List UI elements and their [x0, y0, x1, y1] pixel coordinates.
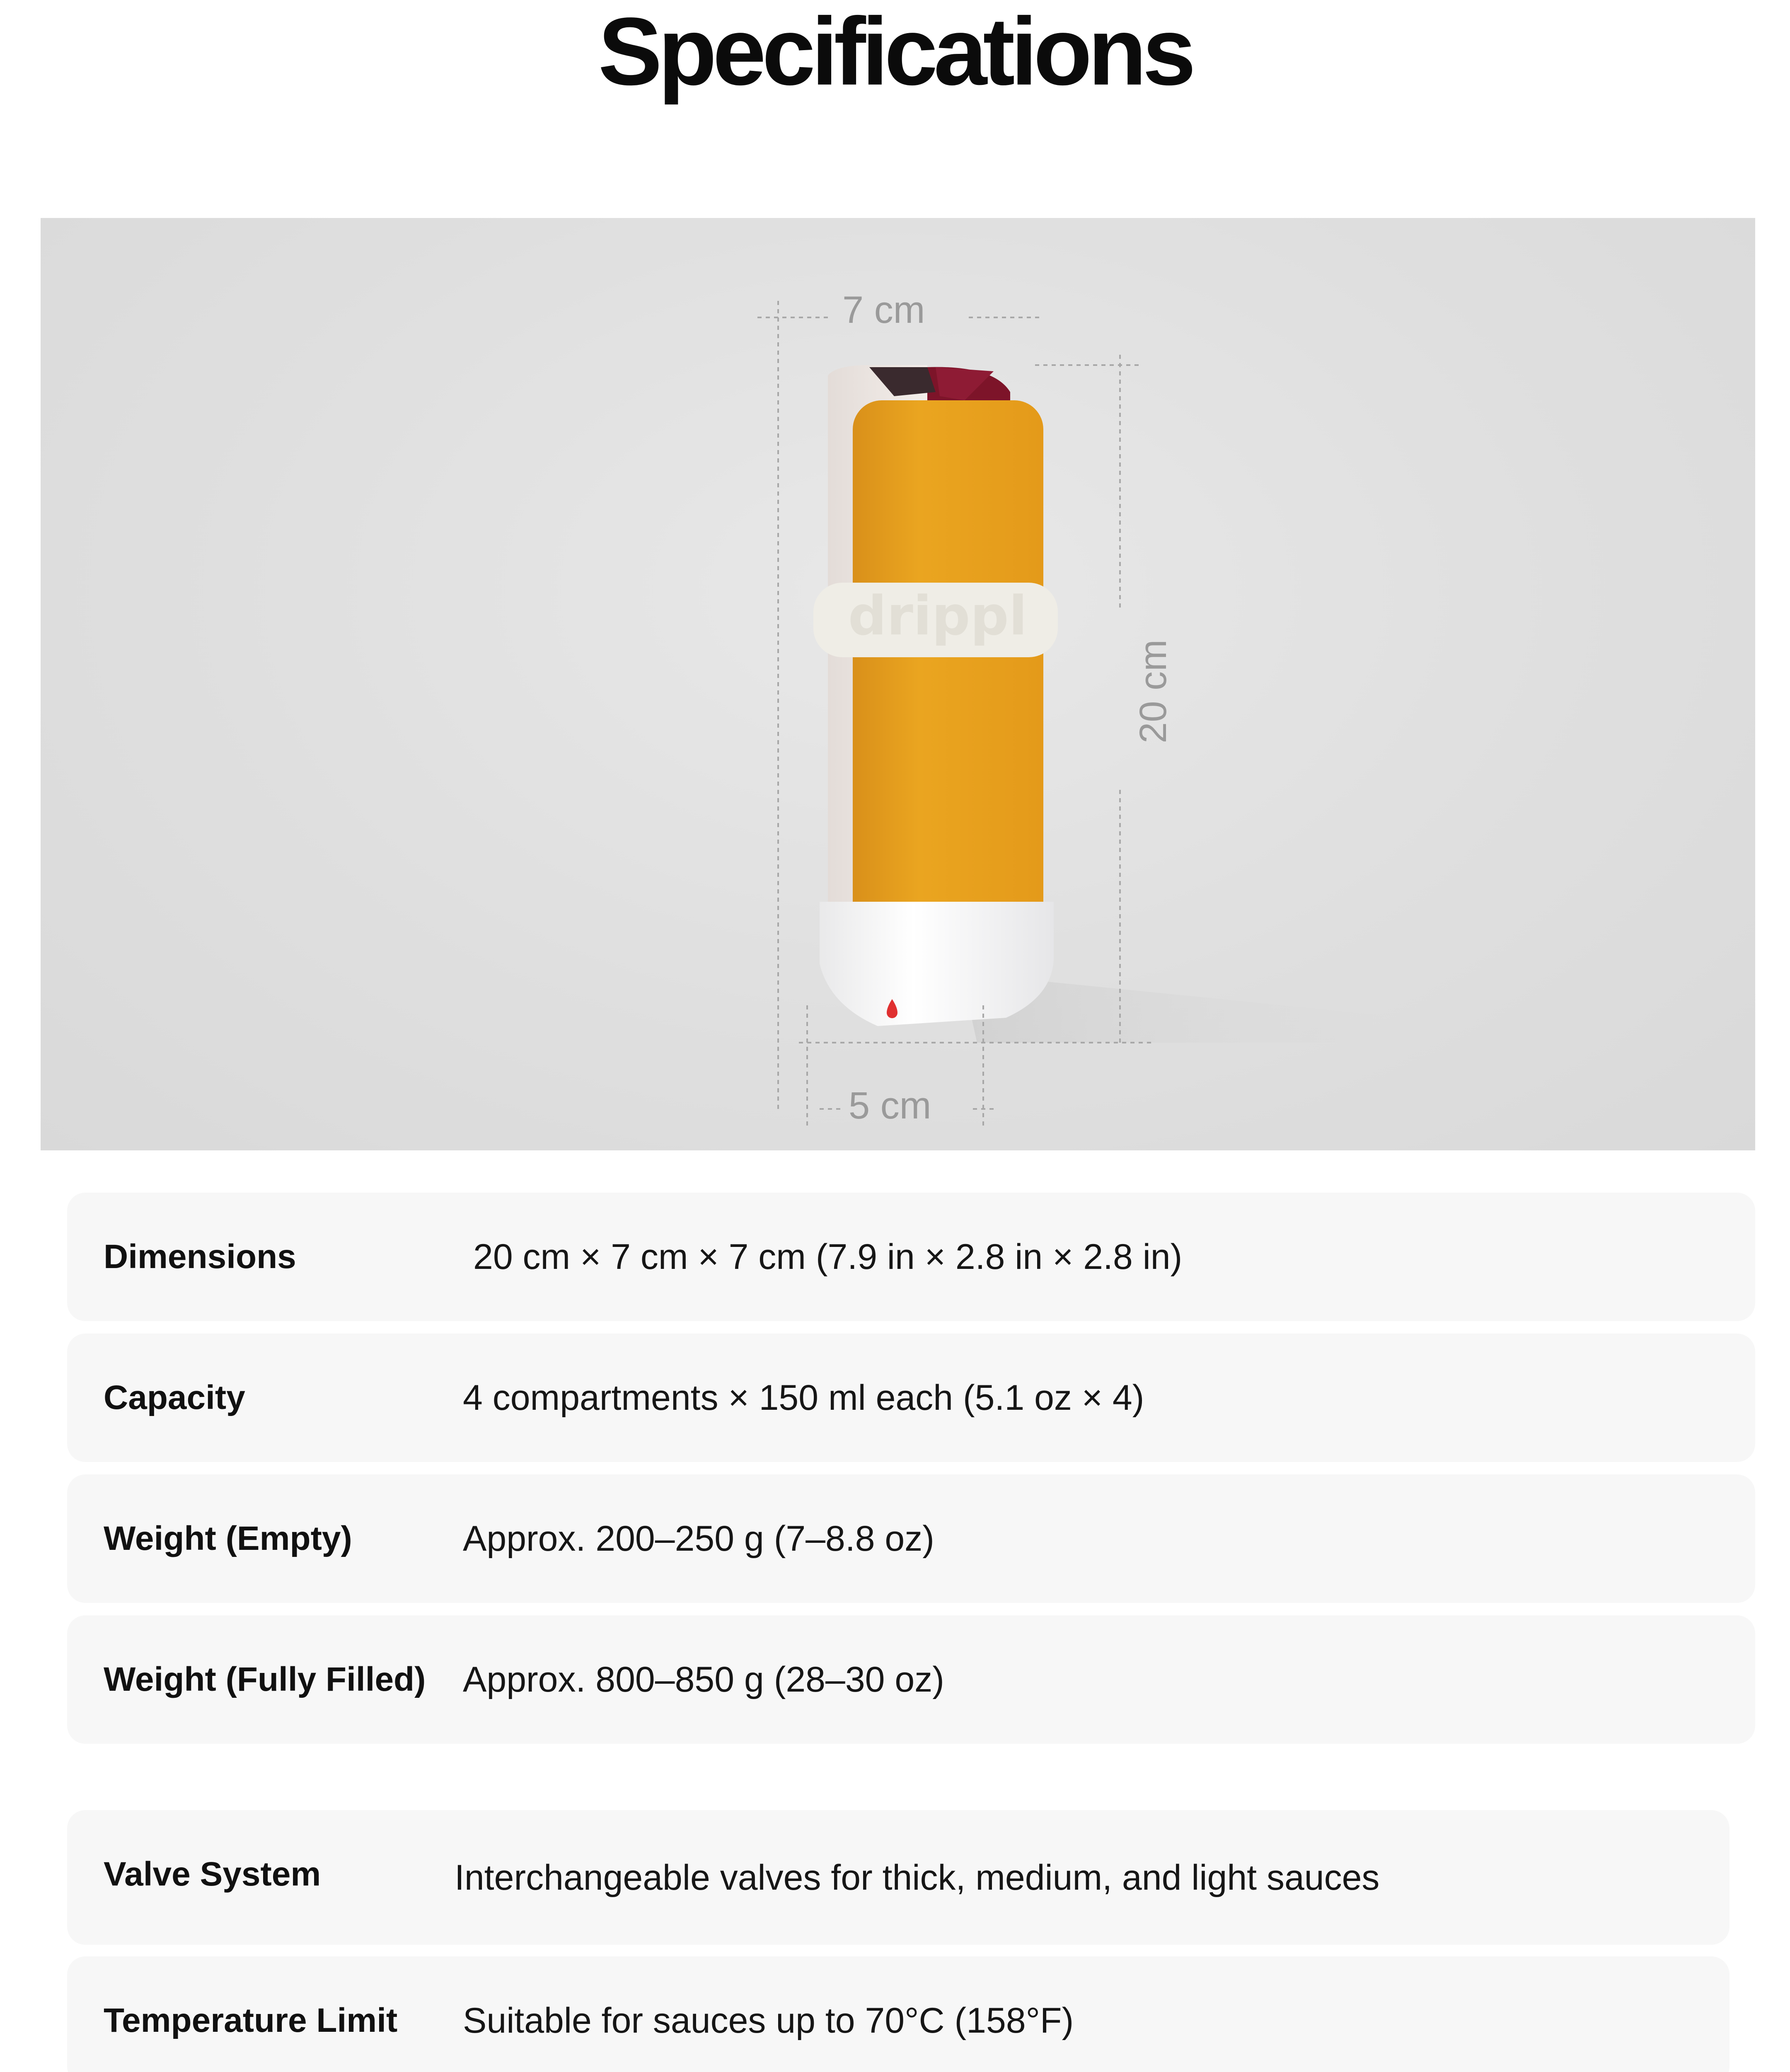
spec-row-dimensions: [67, 1193, 1755, 1321]
spec-label: Dimensions: [104, 1238, 296, 1276]
spec-row-weight-filled: [67, 1615, 1755, 1744]
spec-label: Weight (Fully Filled): [104, 1661, 426, 1698]
product-photo: [41, 218, 1755, 1150]
spec-label: Temperature Limit: [104, 2002, 398, 2039]
dim-height-label: 20 cm: [1132, 639, 1174, 743]
spec-value: Approx. 800–850 g (28–30 oz): [463, 1660, 944, 1699]
page-title: Specifications: [598, 0, 1192, 105]
spec-label: Valve System: [104, 1855, 321, 1893]
spec-row-temperature-limit: [67, 1956, 1730, 2072]
white-base: [820, 902, 1054, 1026]
spec-value: 4 compartments × 150 ml each (5.1 oz × 4): [463, 1378, 1144, 1418]
spec-row-valve-system: [67, 1810, 1730, 1945]
spec-row-capacity: [67, 1334, 1755, 1462]
spec-label: Weight (Empty): [104, 1520, 352, 1557]
spec-value: Approx. 200–250 g (7–8.8 oz): [463, 1519, 934, 1559]
spec-label: Capacity: [104, 1379, 245, 1416]
yellow-compartment: [853, 400, 1043, 964]
dim-width-top-label: 7 cm: [842, 289, 925, 331]
dim-width-bottom-label: 5 cm: [849, 1084, 931, 1127]
spec-value: Suitable for sauces up to 70°C (158°F): [463, 2001, 1074, 2041]
spec-value: 20 cm × 7 cm × 7 cm (7.9 in × 2.8 in × 2.8 in): [473, 1237, 1183, 1277]
spec-row-weight-empty: [67, 1474, 1755, 1603]
spec-value: Interchangeable valves for thick, medium, and light sauces: [455, 1858, 1380, 1898]
band-logo: drippl: [848, 584, 1028, 647]
product-illustration: [41, 218, 1755, 1150]
